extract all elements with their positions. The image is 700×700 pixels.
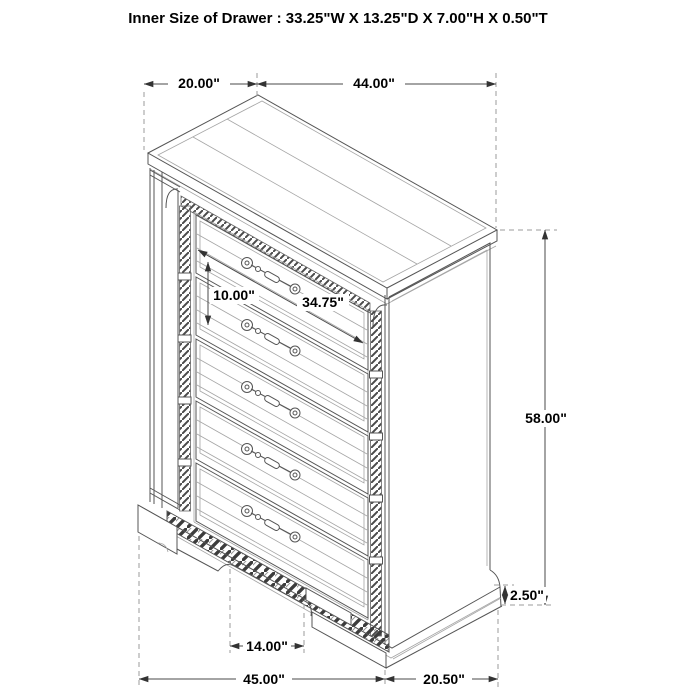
- dim-label-top-depth: 20.00": [178, 75, 220, 91]
- dim-overall-height: [500, 230, 577, 605]
- front-right-corner-edge: [385, 295, 389, 647]
- dim-label-overall-depth: 20.50": [423, 671, 465, 687]
- side-base-line: [393, 598, 501, 659]
- side-outline: [389, 243, 490, 570]
- divider-block: [370, 495, 383, 502]
- left-foot: [138, 505, 177, 554]
- dim-label-top-width: 44.00": [353, 75, 395, 91]
- dim-label-drawer-width: 34.75": [302, 294, 344, 310]
- divider-block: [178, 397, 191, 404]
- dim-label-overall-width: 45.00": [243, 671, 285, 687]
- page-title: Inner Size of Drawer : 33.25"W X 13.25"D X 7.00"H X 0.50"T: [128, 10, 548, 27]
- divider-block: [370, 557, 383, 564]
- side-inner-line: [392, 250, 487, 566]
- dim-label-overall-height: 58.00": [525, 410, 567, 426]
- dim-label-base-height: 2.50": [510, 587, 544, 603]
- rope-molding-right-column: [371, 311, 382, 636]
- chest-illustration: [138, 95, 502, 668]
- divider-block: [370, 433, 383, 440]
- dim-overall-depth: [385, 610, 498, 687]
- divider-block: [178, 459, 191, 466]
- divider-block: [370, 371, 383, 378]
- chest-side: [373, 243, 490, 647]
- dim-label-foot-spacing: 14.00": [246, 638, 288, 654]
- divider-block: [178, 335, 191, 342]
- divider-block: [178, 273, 191, 280]
- dim-label-drawer-height: 10.00": [213, 287, 255, 303]
- dim-base-height: [494, 585, 546, 604]
- side-base-bottom: [386, 606, 502, 668]
- left-pilaster: [150, 168, 178, 508]
- left-pilaster-arch: [166, 189, 178, 208]
